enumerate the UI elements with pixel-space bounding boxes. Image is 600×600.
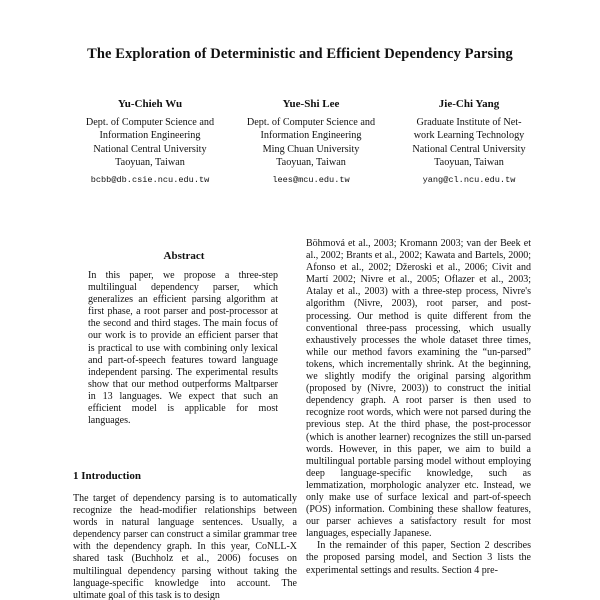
author-email: bcbb@db.csie.ncu.edu.tw [90,174,210,185]
author-affiliation-line: Graduate Institute of Net- [416,116,522,128]
author-affiliation-line: Ming Chuan University [262,143,360,155]
right-column-paragraph-2: In the remainder of this paper, Section 2 describes the proposed parsing model, and Section 3 lists the experimental settings and results. Section 4 pre- [306,540,531,576]
author-affiliation-line: Taoyuan, Taiwan [115,157,185,169]
author-block-1 [65,98,235,188]
author-block-2 [226,98,396,188]
author-affiliation-line: work Learning Technology [413,130,525,142]
author-name: Yue-Shi Lee [282,98,340,110]
paper-title: The Exploration of Deterministic and Efficient Dependency Parsing [87,46,513,62]
author-affiliation-line: Taoyuan, Taiwan [434,157,504,169]
author-affiliation-line: National Central University [412,143,526,155]
author-affiliation-line: Information Engineering [99,130,201,142]
right-column [306,238,531,600]
author-block-3 [384,98,554,188]
abstract-text: In this paper, we propose a three-step multilingual dependency parser, which generalizes an efficient parsing algorithm at first phase, a root parser and post-processor at the second and third stages. The main focus of our work is to provide an efficient parser that is practical to use with combining only lexical and part-of-speech features toward language independent parsing. The experimental results show that our method outperforms Maltparser in 13 languages. We expect that such an efficient model is applicable for most languages. [88,270,278,427]
author-affiliation-line: National Central University [93,143,207,155]
author-email: lees@mcu.edu.tw [272,174,350,185]
author-affiliation-line: Information Engineering [260,130,362,142]
author-name: Yu-Chieh Wu [117,98,183,110]
right-column-paragraph-1: Böhmová et al., 2003; Kromann 2003; van der Beek et al., 2002; Brants et al., 2002; Kawata and Bartels, 2000; Afonso et al., 2002; Džeroski et al., 2006; Civit and Martí 2002; Nivre et al., 2005; Oflazer et al., 2003; Atalay et al., 2003) with a three-step process, Nivre's algorithm (Nivre, 2003), root parser, and post-processing. Our method is quite different from the conventional three-pass processing, which usually exhaustively processes the whole dataset three times, while our method favors examining the “un-parsed” tokens, which incrementally shrink. At the beginning, we slightly modify the original parsing algorithm (proposed by (Nivre, 2003)) to construct the initial dependency graph. A root parser is then used to recognize root words, which were not parsed during the previous step. At the third phase, the post-processor (which is another learner) recognizes the still un-parsed words. However, in this paper, we aim to build a multilingual portable parsing model without employing deep language-specific knowledge, such as lemmatization, morphologic analyzer etc. Instead, we only make use of surface lexical and part-of-speech (POS) information. Combining these shallow features, our parser achieves a satisfactory result for most languages, especially Japanese. [306,238,531,540]
author-name: Jie-Chi Yang [438,98,500,110]
author-email: yang@cl.ncu.edu.tw [422,174,516,185]
introduction-heading: 1 Introduction [73,470,141,482]
author-affiliation-line: Taoyuan, Taiwan [276,157,346,169]
author-affiliation-line: Dept. of Computer Science and [246,116,376,128]
introduction-text: The target of dependency parsing is to automatically recognize the head-modifier relationships between words in natural language sentences. Usually, a dependency parser can construct a similar grammar tree with the dependency graph. In this year, CoNLL-X shared task (Buchholz et al., 2006) focuses on multilingual dependency parsing without taking the language-specific knowledge into account. The ultimate goal of this task is to design [73,493,297,600]
abstract-heading: Abstract [163,250,205,262]
author-affiliation-line: Dept. of Computer Science and [85,116,215,128]
